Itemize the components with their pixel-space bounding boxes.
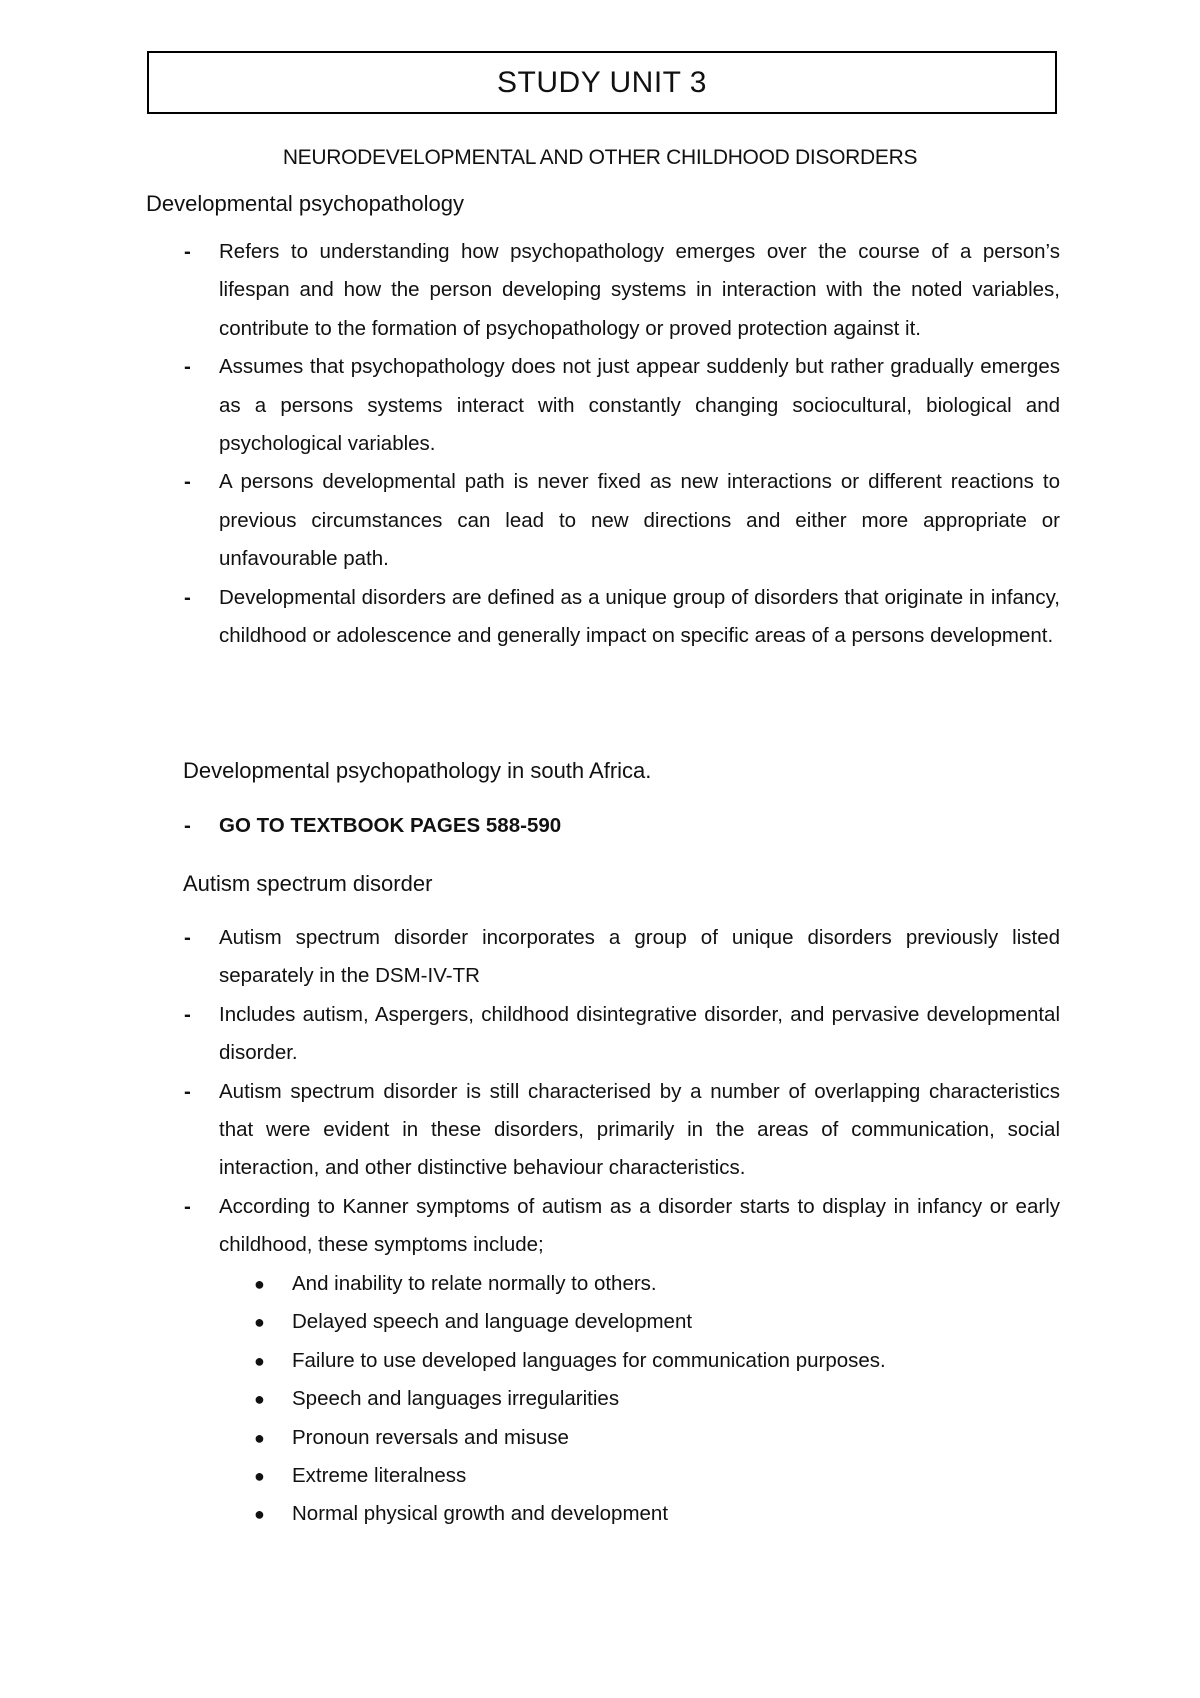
list-item <box>184 463 1060 578</box>
list-item-text: And inability to relate normally to others. <box>292 1272 657 1295</box>
bullet-marker: ● <box>254 1504 265 1525</box>
list-item-text: Autism spectrum disorder incorporates a group of unique disorders previously listed separately in the DSM-IV-TR <box>219 926 1060 988</box>
textbook-reference: GO TO TEXTBOOK PAGES 588-590 <box>219 814 562 837</box>
bullet-marker: ● <box>254 1312 265 1333</box>
dash-marker: - <box>184 926 191 949</box>
list-item-text: According to Kanner symptoms of autism as a disorder starts to display in infancy or early childhood, these symptoms include; <box>219 1194 1060 1257</box>
list-item-text: A persons developmental path is never fixed as new interactions or different reactions to previous circumstances can lead to new directions and either more appropriate or unfavourable path. <box>219 470 1060 571</box>
bullet-marker: ● <box>254 1350 265 1371</box>
list-item <box>184 579 1060 656</box>
list-item-text: Assumes that psychopathology does not just appear suddenly but rather gradually emerges as a persons systems interact with constantly changing sociocultural, biological and psychological variables. <box>219 355 1060 456</box>
kanner-symptoms-list <box>254 1265 1060 1534</box>
dash-marker: - <box>184 240 191 263</box>
page-title: STUDY UNIT 3 <box>147 51 1057 114</box>
dash-marker: - <box>184 814 191 837</box>
list-item-text: Extreme literalness <box>292 1464 467 1488</box>
document-subtitle: NEURODEVELOPMENTAL AND OTHER CHILDHOOD DISORDERS <box>282 146 918 169</box>
list-item <box>184 996 1060 1073</box>
dash-marker: - <box>184 470 191 494</box>
autism-spectrum-disorder-list <box>184 919 1060 1265</box>
dash-marker: - <box>184 585 191 609</box>
bullet-marker: ● <box>254 1466 265 1487</box>
dash-marker: - <box>184 1194 191 1218</box>
list-item-text: Developmental disorders are defined as a unique group of disorders that originate in infancy, childhood or adolescence and generally impact on specific areas of a persons development. <box>219 585 1060 648</box>
dash-marker: - <box>184 355 191 379</box>
list-item-text: Includes autism, Aspergers, childhood disintegrative disorder, and pervasive developmental disorder. <box>219 1002 1060 1065</box>
list-item <box>184 1188 1060 1265</box>
list-item <box>254 1457 1060 1495</box>
list-item <box>254 1303 1060 1341</box>
bullet-marker: ● <box>254 1274 265 1294</box>
list-item <box>184 233 1060 348</box>
list-item-text: Refers to understanding how psychopathology emerges over the course of a person’s lifespan and how the person developing systems in interaction with the noted variables, contribute to the formation of psychopathology or proved protection against it. <box>219 240 1060 340</box>
list-item-text: Delayed speech and language development <box>292 1310 693 1334</box>
list-item <box>184 807 1060 845</box>
dash-marker: - <box>184 1079 191 1103</box>
section-heading-autism-spectrum-disorder: Autism spectrum disorder <box>183 871 433 896</box>
list-item-text: Speech and languages irregularities <box>292 1387 620 1411</box>
list-item <box>184 1073 1060 1188</box>
list-item <box>184 348 1060 463</box>
list-item-text: Autism spectrum disorder is still characterised by a number of overlapping characteristics that were evident in these disorders, primarily in the areas of communication, social interaction, and other distinctive behaviour characteristics. <box>219 1079 1060 1180</box>
list-item <box>254 1342 1060 1380</box>
section-heading-developmental-psychopathology: Developmental psychopathology <box>146 191 464 216</box>
section-heading-south-africa: Developmental psychopathology in south Africa. <box>183 758 652 783</box>
list-item <box>254 1419 1060 1457</box>
bullet-marker: ● <box>254 1389 265 1410</box>
list-item <box>254 1380 1060 1418</box>
dash-marker: - <box>184 1002 191 1026</box>
list-item-text: Pronoun reversals and misuse <box>292 1425 569 1449</box>
list-item-text: Normal physical growth and development <box>292 1502 669 1526</box>
list-item <box>254 1495 1060 1533</box>
bullet-marker: ● <box>254 1427 265 1448</box>
list-item <box>254 1265 1060 1303</box>
south-africa-list <box>184 807 1060 845</box>
developmental-psychopathology-list <box>184 233 1060 655</box>
list-item <box>184 919 1060 996</box>
list-item-text: Failure to use developed languages for communication purposes. <box>292 1348 886 1372</box>
